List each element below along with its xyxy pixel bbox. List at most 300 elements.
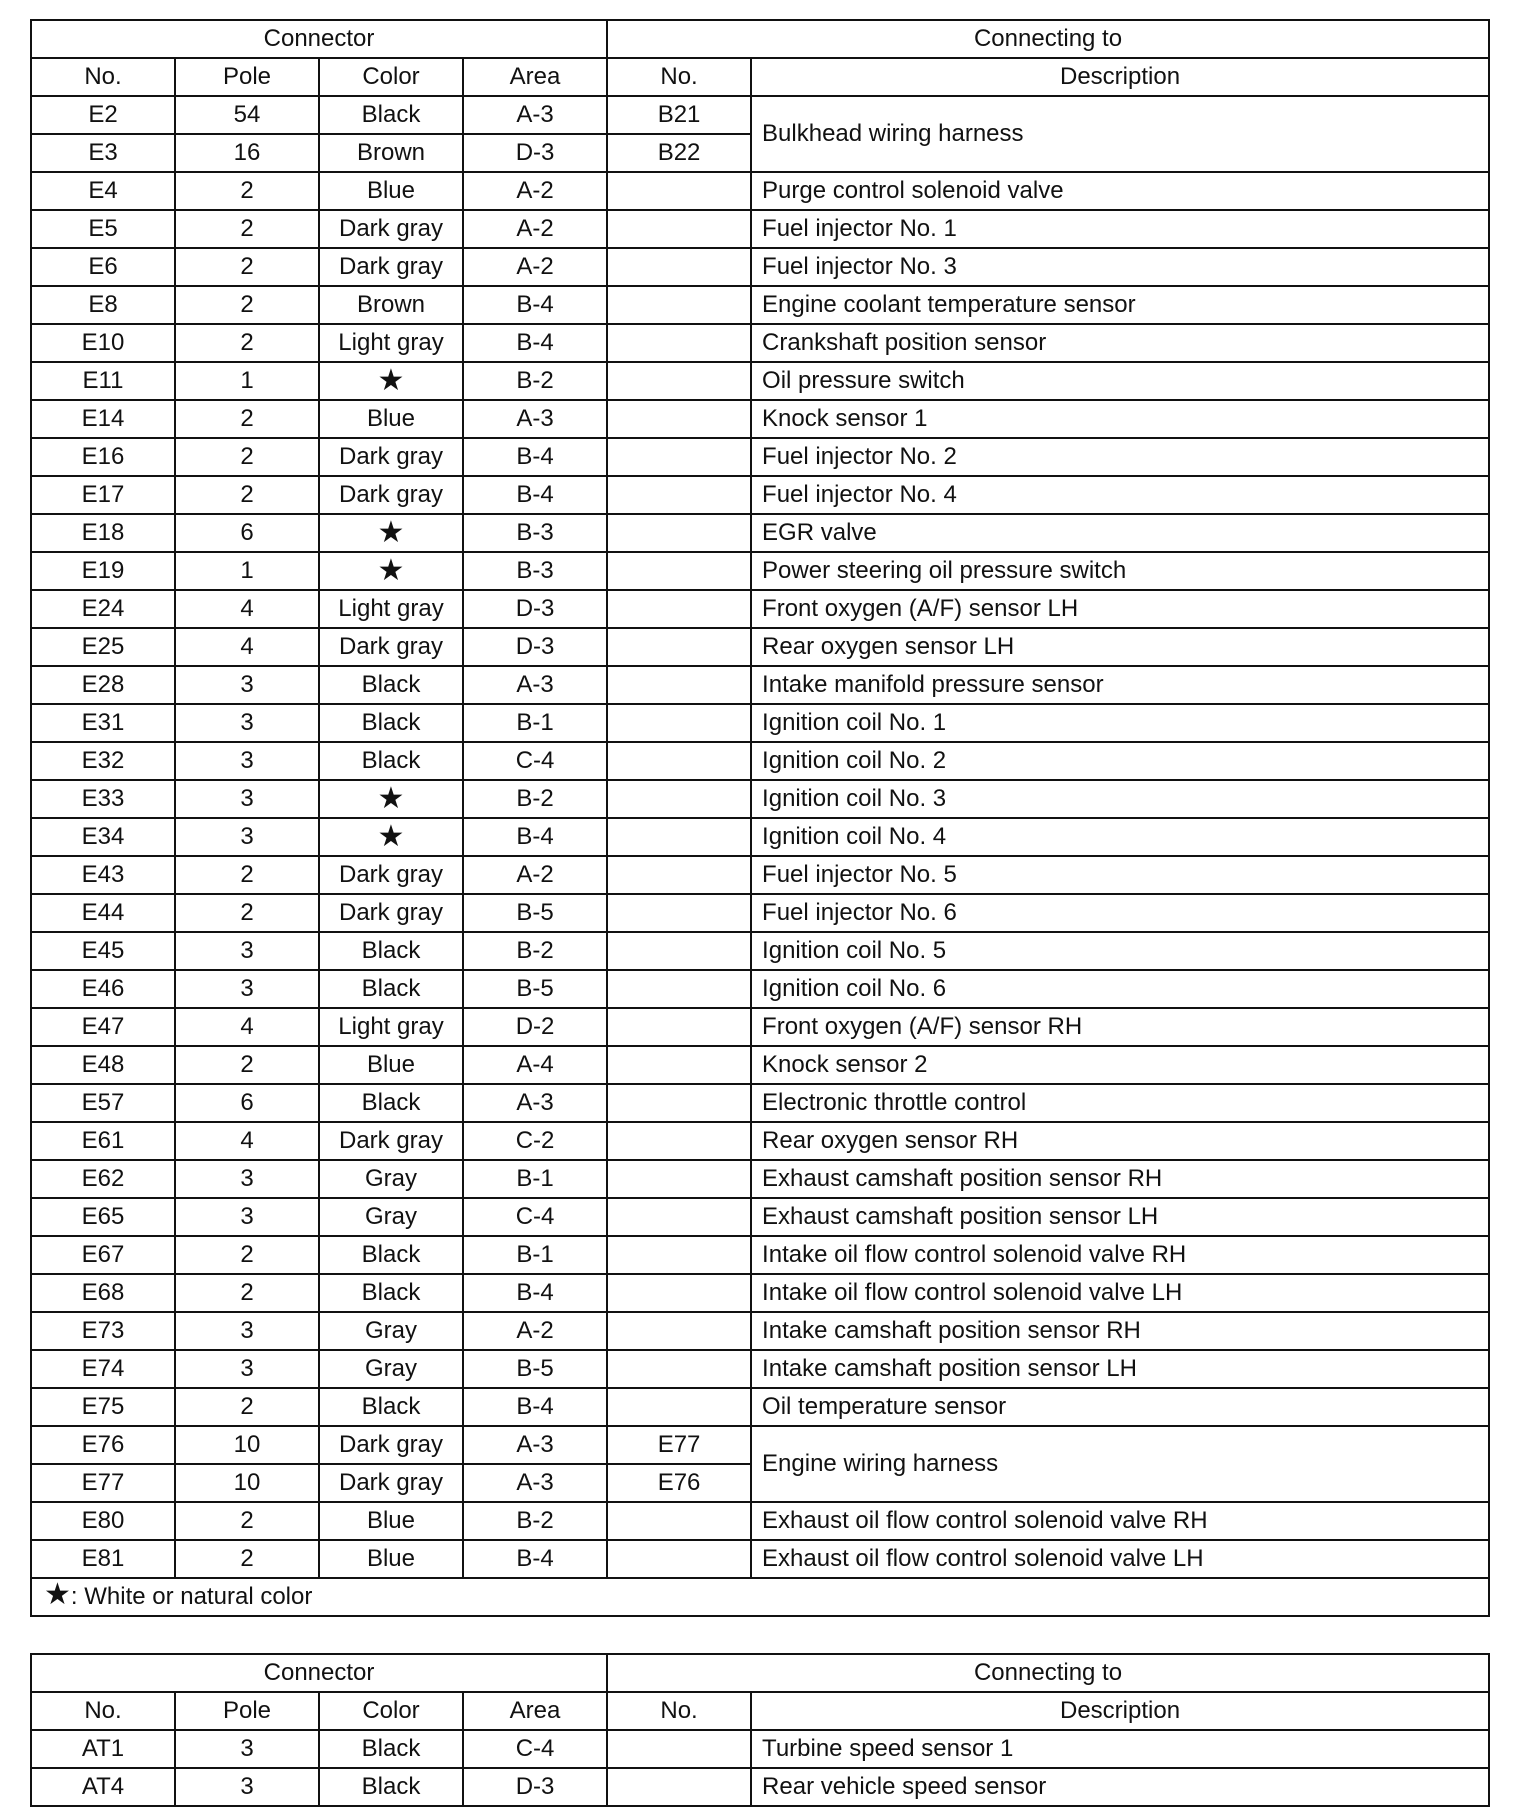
cell-description: Electronic throttle control	[751, 1084, 1489, 1122]
cell-description: Oil pressure switch	[751, 362, 1489, 400]
cell-area: B-3	[463, 552, 607, 590]
cell-pole: 3	[175, 932, 319, 970]
cell-no: E47	[31, 1008, 175, 1046]
cell-description: Oil temperature sensor	[751, 1388, 1489, 1426]
cell-to-no	[607, 818, 751, 856]
col-header-color: Color	[319, 58, 463, 96]
cell-area: B-1	[463, 1160, 607, 1198]
connector-table-at	[30, 1653, 1490, 1807]
cell-no: E19	[31, 552, 175, 590]
cell-color: Black	[319, 1388, 463, 1426]
table-row	[31, 1540, 1489, 1578]
cell-no: E48	[31, 1046, 175, 1084]
col-header-pole: Pole	[175, 58, 319, 96]
cell-no: E2	[31, 96, 175, 134]
cell-color: Black	[319, 1274, 463, 1312]
cell-description: Front oxygen (A/F) sensor LH	[751, 590, 1489, 628]
cell-no: E74	[31, 1350, 175, 1388]
cell-description: Fuel injector No. 4	[751, 476, 1489, 514]
cell-color: Dark gray	[319, 248, 463, 286]
table-row	[31, 932, 1489, 970]
cell-to-no: B22	[607, 134, 751, 172]
cell-to-no	[607, 172, 751, 210]
cell-pole: 2	[175, 856, 319, 894]
table-row	[31, 1008, 1489, 1046]
cell-pole: 2	[175, 400, 319, 438]
cell-color: Gray	[319, 1160, 463, 1198]
cell-to-no	[607, 1274, 751, 1312]
cell-color: Black	[319, 932, 463, 970]
table-row	[31, 894, 1489, 932]
cell-pole: 3	[175, 1160, 319, 1198]
cell-color: Black	[319, 1768, 463, 1806]
cell-no: E34	[31, 818, 175, 856]
cell-pole: 4	[175, 628, 319, 666]
table-row	[31, 514, 1489, 552]
table-row	[31, 1730, 1489, 1768]
cell-area: B-4	[463, 324, 607, 362]
cell-description: Bulkhead wiring harness	[751, 96, 1489, 172]
cell-no: E62	[31, 1160, 175, 1198]
cell-pole: 2	[175, 1540, 319, 1578]
legend	[31, 1578, 1489, 1616]
cell-area: B-4	[463, 1274, 607, 1312]
cell-no: E16	[31, 438, 175, 476]
cell-no: E11	[31, 362, 175, 400]
cell-to-no	[607, 248, 751, 286]
cell-area: D-3	[463, 1768, 607, 1806]
cell-no: E5	[31, 210, 175, 248]
cell-to-no	[607, 704, 751, 742]
cell-pole: 2	[175, 248, 319, 286]
cell-no: E3	[31, 134, 175, 172]
cell-to-no	[607, 932, 751, 970]
cell-description: Ignition coil No. 2	[751, 742, 1489, 780]
cell-description: Intake oil flow control solenoid valve LH	[751, 1274, 1489, 1312]
cell-color: Dark gray	[319, 1426, 463, 1464]
cell-area: C-2	[463, 1122, 607, 1160]
cell-color: Black	[319, 1236, 463, 1274]
cell-no: E75	[31, 1388, 175, 1426]
cell-pole: 3	[175, 742, 319, 780]
cell-area: A-2	[463, 1312, 607, 1350]
table-row	[31, 780, 1489, 818]
cell-description: Fuel injector No. 6	[751, 894, 1489, 932]
table-row	[31, 400, 1489, 438]
cell-to-no	[607, 1122, 751, 1160]
col-header-description: Description	[751, 58, 1489, 96]
cell-area: A-4	[463, 1046, 607, 1084]
cell-description: Crankshaft position sensor	[751, 324, 1489, 362]
cell-area: A-3	[463, 400, 607, 438]
cell-pole: 4	[175, 1122, 319, 1160]
table-row	[31, 856, 1489, 894]
cell-color: Blue	[319, 1502, 463, 1540]
cell-to-no	[607, 1312, 751, 1350]
cell-to-no	[607, 628, 751, 666]
cell-to-no	[607, 362, 751, 400]
cell-to-no: E77	[607, 1426, 751, 1464]
table-row	[31, 1388, 1489, 1426]
cell-no: E73	[31, 1312, 175, 1350]
cell-pole: 16	[175, 134, 319, 172]
cell-area: B-4	[463, 1388, 607, 1426]
cell-color: Gray	[319, 1198, 463, 1236]
cell-no: E14	[31, 400, 175, 438]
cell-to-no	[607, 742, 751, 780]
cell-to-no	[607, 1388, 751, 1426]
cell-no: E4	[31, 172, 175, 210]
cell-description: Purge control solenoid valve	[751, 172, 1489, 210]
cell-no: E57	[31, 1084, 175, 1122]
cell-to-no	[607, 1008, 751, 1046]
cell-no: E6	[31, 248, 175, 286]
cell-area: D-3	[463, 628, 607, 666]
star-icon: ★	[319, 780, 463, 818]
cell-no: AT4	[31, 1768, 175, 1806]
cell-pole: 3	[175, 1730, 319, 1768]
cell-pole: 3	[175, 704, 319, 742]
table-row	[31, 1274, 1489, 1312]
cell-area: B-2	[463, 780, 607, 818]
cell-color: Black	[319, 666, 463, 704]
cell-color: Light gray	[319, 590, 463, 628]
table-row	[31, 96, 1489, 134]
cell-area: C-4	[463, 1730, 607, 1768]
cell-pole: 1	[175, 552, 319, 590]
cell-description: Turbine speed sensor 1	[751, 1730, 1489, 1768]
table-body	[31, 1730, 1489, 1806]
cell-to-no: E76	[607, 1464, 751, 1502]
cell-pole: 2	[175, 438, 319, 476]
cell-to-no: B21	[607, 96, 751, 134]
cell-area: A-3	[463, 1426, 607, 1464]
cell-no: E61	[31, 1122, 175, 1160]
cell-to-no	[607, 780, 751, 818]
col-header-pole: Pole	[175, 1692, 319, 1730]
table-row	[31, 1198, 1489, 1236]
cell-color: Black	[319, 1730, 463, 1768]
cell-color: Dark gray	[319, 894, 463, 932]
cell-to-no	[607, 1046, 751, 1084]
table-row	[31, 248, 1489, 286]
cell-no: E80	[31, 1502, 175, 1540]
star-icon: ★	[44, 1578, 71, 1611]
cell-description: EGR valve	[751, 514, 1489, 552]
cell-to-no	[607, 438, 751, 476]
cell-area: D-3	[463, 590, 607, 628]
table-body	[31, 96, 1489, 1578]
cell-color: Black	[319, 96, 463, 134]
cell-area: B-5	[463, 970, 607, 1008]
cell-pole: 4	[175, 1008, 319, 1046]
cell-to-no	[607, 1768, 751, 1806]
cell-description: Ignition coil No. 1	[751, 704, 1489, 742]
cell-no: E25	[31, 628, 175, 666]
cell-description: Rear oxygen sensor RH	[751, 1122, 1489, 1160]
cell-color: Dark gray	[319, 476, 463, 514]
cell-pole: 2	[175, 324, 319, 362]
col-header-to-no: No.	[607, 1692, 751, 1730]
cell-no: E28	[31, 666, 175, 704]
table-row	[31, 742, 1489, 780]
cell-color: Black	[319, 1084, 463, 1122]
cell-area: B-1	[463, 704, 607, 742]
cell-description: Engine coolant temperature sensor	[751, 286, 1489, 324]
connector-table-main	[30, 19, 1490, 1617]
header-connecting-to: Connecting to	[607, 1654, 1489, 1692]
table-row	[31, 1502, 1489, 1540]
cell-no: E44	[31, 894, 175, 932]
cell-area: B-4	[463, 818, 607, 856]
cell-to-no	[607, 590, 751, 628]
cell-pole: 3	[175, 666, 319, 704]
cell-color: Dark gray	[319, 210, 463, 248]
table-row	[31, 362, 1489, 400]
col-header-description: Description	[751, 1692, 1489, 1730]
cell-area: B-4	[463, 476, 607, 514]
table-row	[31, 324, 1489, 362]
cell-area: A-3	[463, 1464, 607, 1502]
cell-description: Exhaust oil flow control solenoid valve LH	[751, 1540, 1489, 1578]
cell-pole: 2	[175, 894, 319, 932]
cell-pole: 4	[175, 590, 319, 628]
cell-pole: 54	[175, 96, 319, 134]
cell-pole: 3	[175, 970, 319, 1008]
cell-no: E76	[31, 1426, 175, 1464]
cell-to-no	[607, 1160, 751, 1198]
cell-area: B-1	[463, 1236, 607, 1274]
cell-area: D-2	[463, 1008, 607, 1046]
table-row	[31, 704, 1489, 742]
cell-description: Ignition coil No. 4	[751, 818, 1489, 856]
cell-to-no	[607, 1084, 751, 1122]
cell-area: A-2	[463, 210, 607, 248]
cell-color: Dark gray	[319, 856, 463, 894]
col-header-to-no: No.	[607, 58, 751, 96]
cell-pole: 2	[175, 1236, 319, 1274]
cell-area: B-2	[463, 932, 607, 970]
table-row	[31, 1426, 1489, 1464]
cell-color: Light gray	[319, 1008, 463, 1046]
cell-color: Blue	[319, 172, 463, 210]
table-row	[31, 210, 1489, 248]
table-row	[31, 1122, 1489, 1160]
cell-area: A-3	[463, 1084, 607, 1122]
table-row	[31, 970, 1489, 1008]
table-row	[31, 476, 1489, 514]
cell-no: E24	[31, 590, 175, 628]
cell-color: Dark gray	[319, 628, 463, 666]
cell-description: Intake camshaft position sensor LH	[751, 1350, 1489, 1388]
cell-description: Intake oil flow control solenoid valve RH	[751, 1236, 1489, 1274]
cell-description: Fuel injector No. 1	[751, 210, 1489, 248]
cell-description: Ignition coil No. 3	[751, 780, 1489, 818]
cell-description: Front oxygen (A/F) sensor RH	[751, 1008, 1489, 1046]
col-header-no: No.	[31, 58, 175, 96]
cell-pole: 10	[175, 1426, 319, 1464]
table-row	[31, 590, 1489, 628]
cell-pole: 2	[175, 210, 319, 248]
cell-area: B-3	[463, 514, 607, 552]
cell-description: Intake manifold pressure sensor	[751, 666, 1489, 704]
cell-no: E18	[31, 514, 175, 552]
cell-to-no	[607, 1236, 751, 1274]
star-icon: ★	[319, 362, 463, 400]
cell-description: Engine wiring harness	[751, 1426, 1489, 1502]
cell-area: A-2	[463, 856, 607, 894]
header-connector: Connector	[31, 1654, 607, 1692]
cell-pole: 2	[175, 1502, 319, 1540]
cell-description: Rear oxygen sensor LH	[751, 628, 1489, 666]
cell-pole: 3	[175, 1312, 319, 1350]
cell-to-no	[607, 1198, 751, 1236]
cell-description: Power steering oil pressure switch	[751, 552, 1489, 590]
cell-color: Dark gray	[319, 1464, 463, 1502]
cell-area: A-2	[463, 172, 607, 210]
cell-to-no	[607, 856, 751, 894]
table-row	[31, 1312, 1489, 1350]
table-row	[31, 172, 1489, 210]
cell-color: Light gray	[319, 324, 463, 362]
cell-pole: 1	[175, 362, 319, 400]
cell-no: E8	[31, 286, 175, 324]
star-icon: ★	[319, 552, 463, 590]
cell-no: E67	[31, 1236, 175, 1274]
cell-no: E65	[31, 1198, 175, 1236]
cell-area: C-4	[463, 742, 607, 780]
cell-color: Gray	[319, 1312, 463, 1350]
col-header-color: Color	[319, 1692, 463, 1730]
table-row	[31, 1768, 1489, 1806]
cell-no: E81	[31, 1540, 175, 1578]
cell-color: Blue	[319, 1046, 463, 1084]
cell-pole: 3	[175, 818, 319, 856]
cell-to-no	[607, 1502, 751, 1540]
col-header-area: Area	[463, 58, 607, 96]
star-icon: ★	[319, 514, 463, 552]
cell-no: E46	[31, 970, 175, 1008]
cell-color: Black	[319, 704, 463, 742]
cell-area: D-3	[463, 134, 607, 172]
cell-color: Gray	[319, 1350, 463, 1388]
cell-pole: 2	[175, 1274, 319, 1312]
cell-to-no	[607, 514, 751, 552]
cell-pole: 10	[175, 1464, 319, 1502]
cell-no: E45	[31, 932, 175, 970]
cell-pole: 3	[175, 1768, 319, 1806]
cell-to-no	[607, 400, 751, 438]
cell-pole: 2	[175, 172, 319, 210]
cell-no: E17	[31, 476, 175, 514]
cell-color: Brown	[319, 286, 463, 324]
cell-area: A-3	[463, 666, 607, 704]
cell-area: C-4	[463, 1198, 607, 1236]
cell-to-no	[607, 210, 751, 248]
cell-color: Dark gray	[319, 438, 463, 476]
table-row	[31, 1236, 1489, 1274]
legend-text: : White or natural color	[70, 1583, 313, 1610]
cell-no: E33	[31, 780, 175, 818]
cell-pole: 3	[175, 1198, 319, 1236]
cell-area: B-4	[463, 286, 607, 324]
cell-description: Rear vehicle speed sensor	[751, 1768, 1489, 1806]
cell-pole: 2	[175, 286, 319, 324]
cell-area: B-5	[463, 1350, 607, 1388]
cell-pole: 2	[175, 1388, 319, 1426]
cell-area: A-3	[463, 96, 607, 134]
cell-to-no	[607, 1540, 751, 1578]
cell-color: Black	[319, 742, 463, 780]
cell-description: Ignition coil No. 5	[751, 932, 1489, 970]
table-row	[31, 1046, 1489, 1084]
cell-no: E32	[31, 742, 175, 780]
table-row	[31, 1084, 1489, 1122]
cell-color: Blue	[319, 400, 463, 438]
cell-to-no	[607, 1350, 751, 1388]
cell-color: Brown	[319, 134, 463, 172]
table-row	[31, 628, 1489, 666]
cell-pole: 6	[175, 1084, 319, 1122]
cell-to-no	[607, 666, 751, 704]
cell-pole: 2	[175, 1046, 319, 1084]
table-row	[31, 666, 1489, 704]
cell-description: Exhaust camshaft position sensor RH	[751, 1160, 1489, 1198]
cell-area: B-4	[463, 1540, 607, 1578]
cell-to-no	[607, 552, 751, 590]
col-header-area: Area	[463, 1692, 607, 1730]
cell-pole: 3	[175, 1350, 319, 1388]
cell-color: Black	[319, 970, 463, 1008]
table-row	[31, 1160, 1489, 1198]
cell-no: E77	[31, 1464, 175, 1502]
star-icon: ★	[319, 818, 463, 856]
cell-no: E43	[31, 856, 175, 894]
cell-color: Blue	[319, 1540, 463, 1578]
cell-description: Knock sensor 2	[751, 1046, 1489, 1084]
header-connector: Connector	[31, 20, 607, 58]
header-connecting-to: Connecting to	[607, 20, 1489, 58]
cell-description: Fuel injector No. 3	[751, 248, 1489, 286]
table-row	[31, 1350, 1489, 1388]
cell-pole: 2	[175, 476, 319, 514]
cell-no: E68	[31, 1274, 175, 1312]
table-row	[31, 438, 1489, 476]
cell-no: AT1	[31, 1730, 175, 1768]
cell-to-no	[607, 1730, 751, 1768]
cell-to-no	[607, 324, 751, 362]
cell-area: B-4	[463, 438, 607, 476]
cell-to-no	[607, 476, 751, 514]
col-header-no: No.	[31, 1692, 175, 1730]
table-row	[31, 552, 1489, 590]
cell-area: B-5	[463, 894, 607, 932]
table-row	[31, 286, 1489, 324]
cell-pole: 3	[175, 780, 319, 818]
cell-area: B-2	[463, 362, 607, 400]
cell-description: Exhaust oil flow control solenoid valve RH	[751, 1502, 1489, 1540]
cell-description: Ignition coil No. 6	[751, 970, 1489, 1008]
cell-color: Dark gray	[319, 1122, 463, 1160]
cell-description: Fuel injector No. 5	[751, 856, 1489, 894]
cell-description: Exhaust camshaft position sensor LH	[751, 1198, 1489, 1236]
cell-pole: 6	[175, 514, 319, 552]
table-row	[31, 818, 1489, 856]
cell-description: Intake camshaft position sensor RH	[751, 1312, 1489, 1350]
cell-to-no	[607, 894, 751, 932]
cell-area: A-2	[463, 248, 607, 286]
cell-area: B-2	[463, 1502, 607, 1540]
